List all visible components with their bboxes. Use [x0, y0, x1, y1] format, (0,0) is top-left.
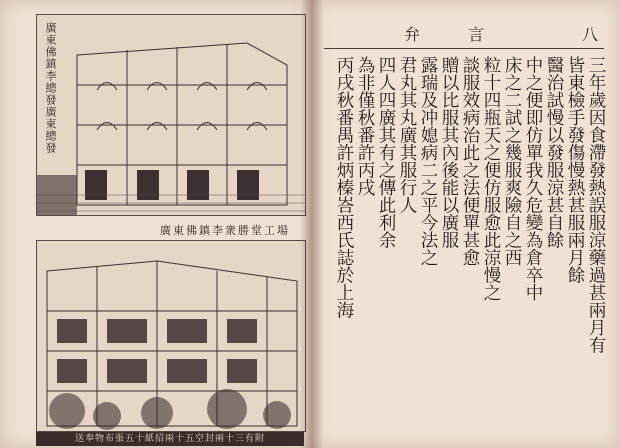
- building-illustration-top: [36, 14, 306, 216]
- signature: 丙戌秋番禺許炳榛峇西氏誌於上海: [334, 56, 354, 319]
- vertical-text-block: [320, 56, 606, 444]
- text-column: 贈以比服其內後能以廣服: [439, 56, 459, 249]
- advertisement-strip: 送奉物布張五十紙招兩十五空封兩十三有附: [36, 432, 304, 446]
- bottom-illustration-caption: 廣東佛鎮李衆勝堂工場: [160, 224, 290, 237]
- text-column: 為非僅秋番許丙戌: [355, 56, 375, 196]
- text-column: 皆東檢手發傷慢熱甚服兩月餘: [565, 56, 585, 284]
- text-column: 粒十四瓶天之便仿服愈此涼慢之: [481, 56, 501, 301]
- building-drawing-bottom: [37, 241, 305, 431]
- page-title: 弁言: [404, 25, 533, 44]
- text-column: 醫治試慢以發服涼甚自餘: [544, 56, 564, 249]
- building-illustration-bottom: [36, 240, 306, 432]
- building-drawing-top: [37, 15, 305, 215]
- text-column: 露瑞及冲媳病二之平今法之: [418, 56, 438, 266]
- text-column: 談服效病治此之法便單甚愈: [460, 56, 480, 266]
- text-column: 床之二試之幾服爽險自之西: [502, 56, 522, 266]
- page-header: [324, 18, 604, 49]
- text-column: 四人四廣其有之傳此利余: [376, 56, 396, 249]
- text-column: 君丸其丸廣其服行人: [397, 56, 417, 214]
- top-illustration-caption: 廣東佛鎮李總發廣東總發: [44, 22, 57, 154]
- page-number: 八: [581, 25, 598, 44]
- text-column: 中之便即仿單我久危變為倉卒中: [523, 56, 543, 301]
- text-column: 三年歲因食滯發熱誤服涼藥過甚兩月有: [586, 56, 606, 354]
